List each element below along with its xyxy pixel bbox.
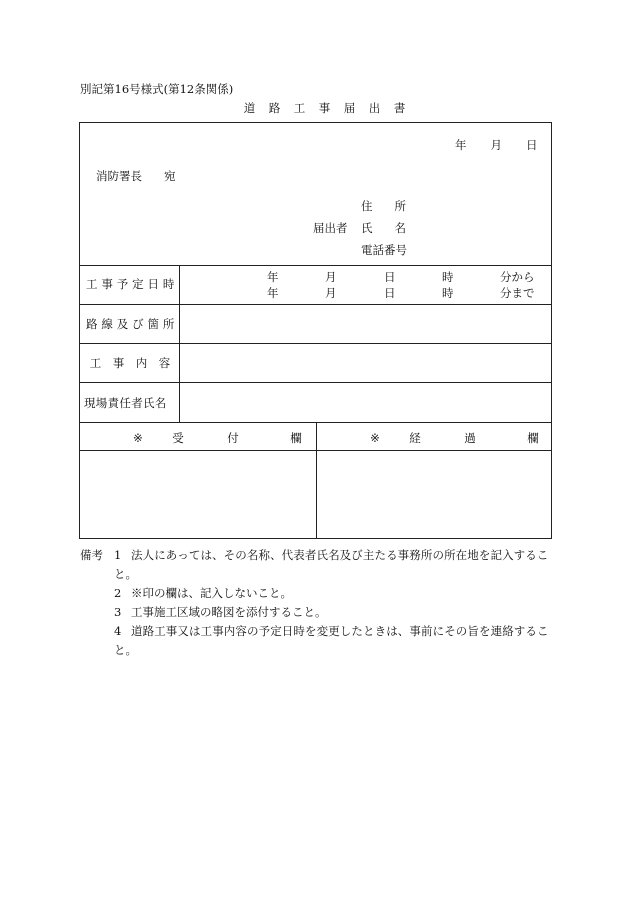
title-char: 路	[268, 101, 281, 115]
note-number: 1	[114, 548, 122, 562]
label-char: 事	[112, 356, 125, 370]
title-char: 道	[243, 101, 256, 115]
submission-date	[455, 138, 538, 152]
label-char: 時	[162, 277, 175, 291]
year-label: 年	[455, 138, 467, 152]
addressee-title: 消防署長	[96, 169, 142, 183]
header-char: 経	[409, 431, 421, 445]
row-divider	[80, 382, 551, 383]
end-month: 月	[325, 286, 337, 300]
note-continuation: と。	[114, 567, 137, 581]
label-char: 予	[116, 277, 129, 291]
schedule-label	[84, 277, 176, 291]
address-label	[361, 199, 406, 213]
header-char: 過	[464, 431, 476, 445]
header-char: 受	[172, 431, 184, 445]
note-number: 3	[114, 605, 122, 619]
end-hour: 時	[442, 286, 454, 300]
note-text: 工事施工区域の略図を添付すること。	[131, 605, 327, 619]
note-number: 4	[114, 624, 122, 638]
day-label: 日	[526, 138, 538, 152]
label-char: 日	[147, 277, 159, 291]
header-char: ※	[370, 431, 380, 445]
note-number: 2	[114, 586, 122, 600]
label-char: 線	[101, 317, 113, 331]
header-char: 欄	[527, 431, 539, 445]
end-day: 日	[384, 286, 396, 300]
applicant-label: 届出者	[313, 221, 348, 235]
start-year: 年	[267, 270, 279, 284]
end-minute: 分まで	[500, 286, 535, 300]
title-char: 工	[293, 101, 306, 115]
addressee	[96, 169, 176, 183]
row-divider	[80, 304, 551, 305]
row-divider	[80, 265, 551, 266]
start-hour: 時	[442, 270, 454, 284]
document-title	[237, 101, 412, 115]
title-char: 届	[343, 101, 356, 115]
note-text: ※印の欄は、記入しないこと。	[131, 586, 292, 600]
start-minute: 分から	[500, 270, 535, 284]
note-text: 法人にあっては、その名称、代表者氏名及び主たる事務所の所在地を記入するこ	[131, 548, 549, 562]
notes-label: 備考	[80, 548, 103, 562]
header-char: ※	[133, 431, 143, 445]
addressee-suffix: 宛	[164, 169, 176, 183]
label-char: 路	[85, 317, 98, 331]
supervisor-label: 現場責任者氏名	[84, 396, 167, 410]
name-label	[361, 221, 406, 235]
start-month: 月	[325, 270, 337, 284]
title-char: 事	[318, 101, 331, 115]
reception-header	[118, 431, 324, 445]
label-char: 工	[85, 277, 98, 291]
row-divider	[80, 343, 551, 344]
label-column-divider	[179, 265, 180, 422]
label-char: 内	[135, 356, 148, 370]
label-char: 定	[132, 277, 144, 291]
progress-header	[355, 431, 561, 445]
start-day: 日	[384, 270, 396, 284]
header-char: 付	[227, 431, 239, 445]
address-char: 住	[361, 199, 373, 213]
phone-label: 電話番号	[361, 243, 407, 257]
address-char: 所	[394, 199, 406, 213]
note-continuation: と。	[114, 643, 137, 657]
label-char: 事	[101, 277, 113, 291]
content-label	[84, 356, 176, 370]
label-char: 箇	[147, 317, 159, 331]
title-char: 書	[393, 101, 406, 115]
route-label	[84, 317, 176, 331]
title-char: 出	[368, 101, 381, 115]
label-char: び	[132, 317, 144, 331]
label-char: 容	[158, 356, 171, 370]
name-char: 氏	[361, 221, 373, 235]
label-char: 所	[162, 317, 175, 331]
month-label: 月	[490, 138, 502, 152]
note-text: 道路工事又は工事内容の予定日時を変更したときは、事前にその旨を連絡するこ	[131, 624, 549, 638]
header-char: 欄	[290, 431, 302, 445]
form-id: 別記第16号様式(第12条関係)	[80, 82, 234, 96]
label-char: 及	[116, 317, 129, 331]
label-char: 工	[89, 356, 102, 370]
end-year: 年	[267, 286, 279, 300]
name-char: 名	[394, 221, 406, 235]
